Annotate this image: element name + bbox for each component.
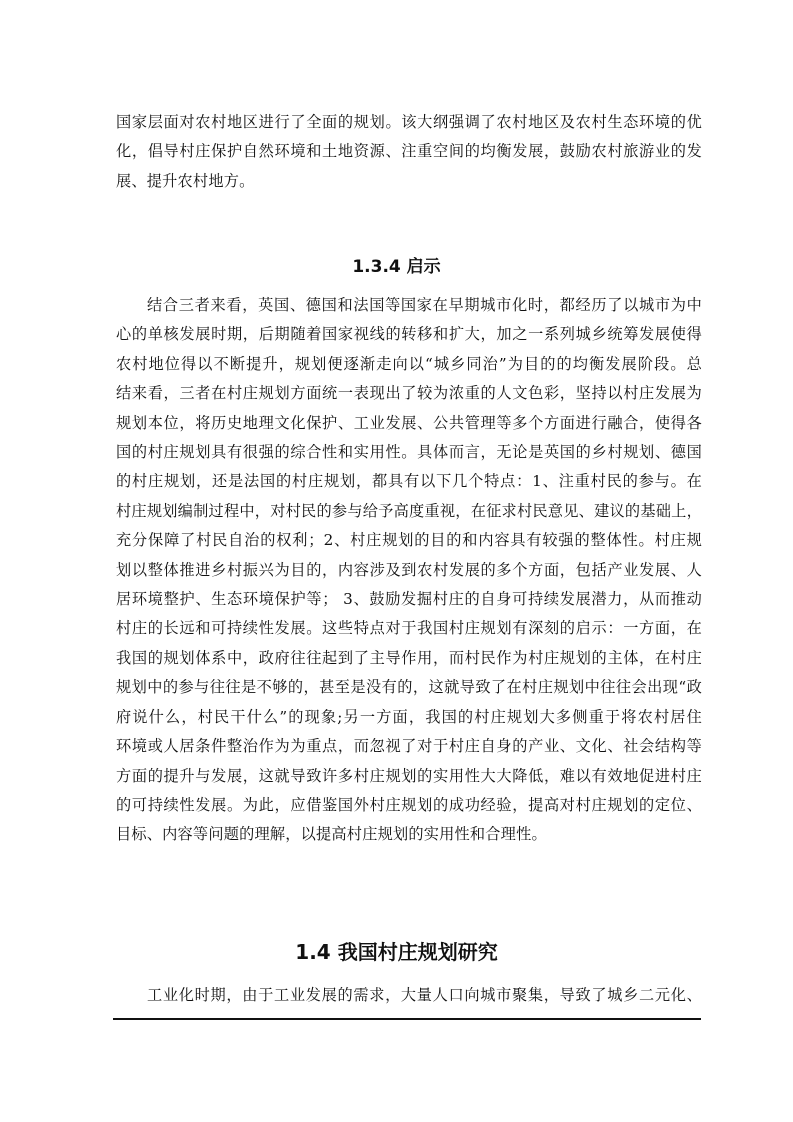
paragraph-line: 国家层面对农村地区进行了全面的规划。该大纲强调了农村地区及农村生态环境的优 <box>116 113 702 131</box>
paragraph-line: 心的单核发展时期，后期随着国家视线的转移和扩大，加之一系列城乡统筹发展使得 <box>116 325 702 344</box>
paragraph-line: 村庄的长远和可持续性发展。这些特点对于我国村庄规划有深刻的启示：一方面，在 <box>116 619 702 638</box>
paragraph-line: 我国的规划体系中，政府往往起到了主导作用，而村民作为村庄规划的主体，在村庄 <box>116 648 702 667</box>
paragraph-line: 结来看，三者在村庄规划方面统一表现出了较为浓重的人文色彩，坚持以村庄发展为 <box>116 384 702 403</box>
paragraph-line: 规划中的参与往往是不够的，甚至是没有的，这就导致了在村庄规划中往往会出现“政 <box>116 678 702 697</box>
paragraph-line: 府说什么，村民干什么”的现象;另一方面，我国的村庄规划大多侧重于将农村居住 <box>116 707 702 726</box>
footer-divider <box>113 1018 701 1020</box>
paragraph-line: 化，倡导村庄保护自然环境和土地资源、注重空间的均衡发展，鼓励农村旅游业的发 <box>116 142 702 161</box>
paragraph-line: 居环境整护、生态环境保护等； 3、鼓励发掘村庄的自身可持续发展潜力，从而推动 <box>116 590 702 609</box>
paragraph-line: 村庄规划编制过程中，对村民的参与给予高度重视，在征求村民意见、建议的基础上， <box>116 501 702 520</box>
paragraph-line: 的可持续性发展。为此，应借鉴国外村庄规划的成功经验，提高对村庄规划的定位、 <box>116 795 702 814</box>
paragraph-line: 划以整体推进乡村振兴为目的，内容涉及到农村发展的多个方面，包括产业发展、人 <box>116 560 702 579</box>
paragraph-line: 工业化时期，由于工业发展的需求，大量人口向城市聚集，导致了城乡二元化、 <box>147 986 702 1004</box>
intro-paragraph <box>116 108 702 196</box>
section-heading: 1.3.4 启示 <box>352 257 441 277</box>
paragraph-line: 国的村庄规划具有很强的综合性和实用性。具体而言，无论是英国的乡村规划、德国 <box>116 443 702 462</box>
body-paragraph <box>116 291 702 850</box>
paragraph-line: 充分保障了村民自治的权利；2、村庄规划的目的和内容具有较强的整体性。村庄规 <box>116 531 702 550</box>
paragraph-line: 结合三者来看，英国、德国和法国等国家在早期城市化时，都经历了以城市为中 <box>147 296 702 314</box>
paragraph-line: 方面的提升与发展，这就导致许多村庄规划的实用性大大降低，难以有效地促进村庄 <box>116 766 702 785</box>
paragraph-line: 农村地位得以不断提升，规划便逐渐走向以“城乡同治”为目的的均衡发展阶段。总 <box>116 354 702 373</box>
section-heading: 1.4 我国村庄规划研究 <box>295 940 498 964</box>
continuation-paragraph <box>116 981 702 1010</box>
paragraph-line: 规划本位，将历史地理文化保护、工业发展、公共管理等多个方面进行融合，使得各 <box>116 413 702 432</box>
paragraph-line: 的村庄规划，还是法国的村庄规划，都具有以下几个特点：1、注重村民的参与。在 <box>116 472 702 491</box>
paragraph-line: 目标、内容等问题的理解，以提高村庄规划的实用性和合理性。 <box>116 825 547 844</box>
paragraph-line: 展、提升农村地方。 <box>116 171 255 190</box>
paragraph-line: 环境或人居条件整治作为为重点，而忽视了对于村庄自身的产业、文化、社会结构等 <box>116 737 702 756</box>
